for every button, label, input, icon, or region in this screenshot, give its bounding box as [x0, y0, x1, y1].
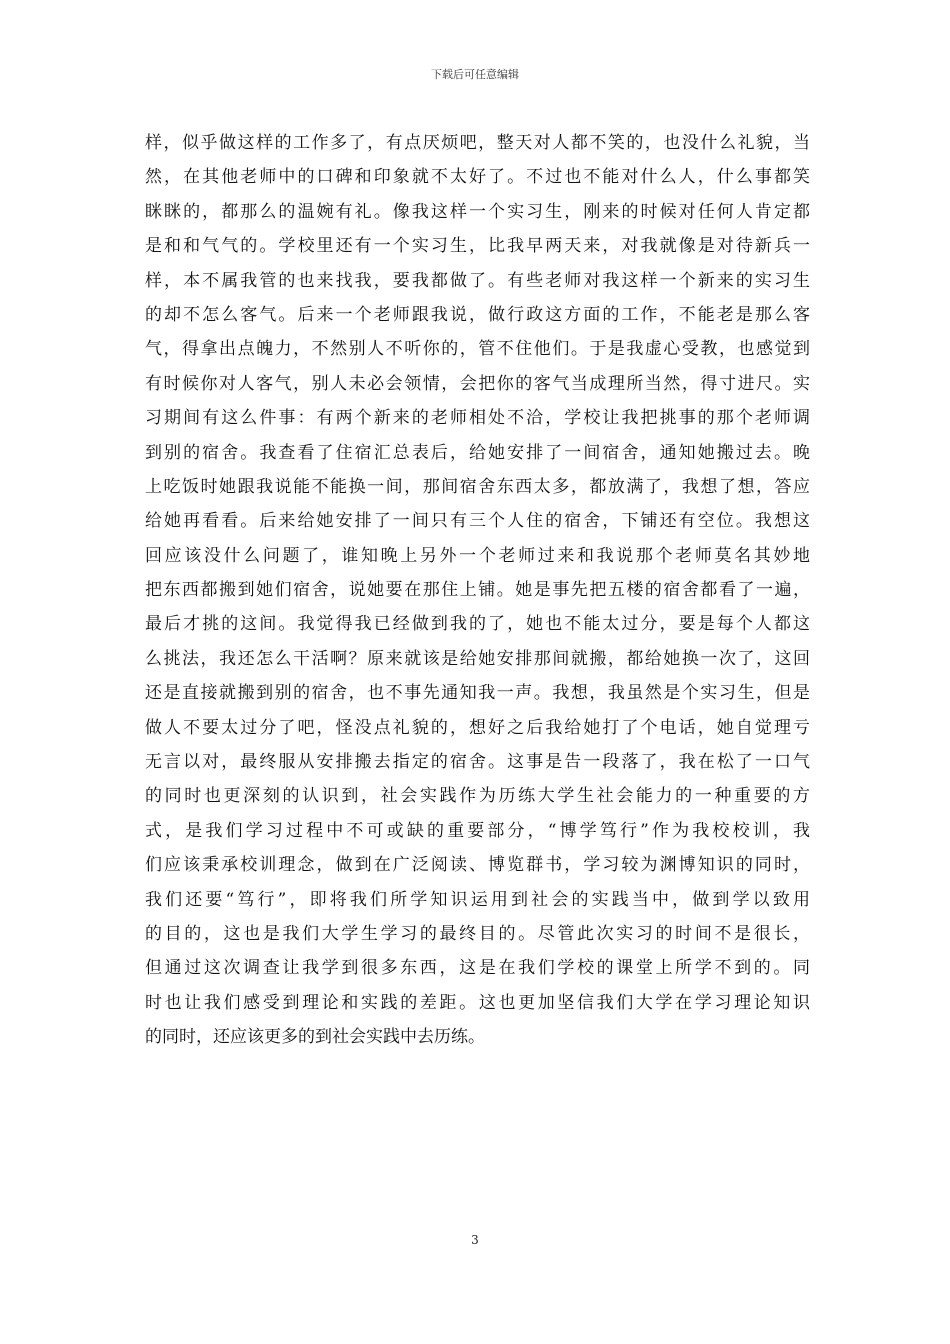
text-line: 最后才挑的这间。我觉得我已经做到我的了，她也不能太过分，要是每个人都这 — [145, 614, 810, 635]
text-line: 到别的宿舍。我查看了住宿汇总表后，给她安排了一间宿舍，通知她搬过去。晚 — [145, 442, 810, 463]
text-line: 的目的，这也是我们大学生学习的最终目的。尽管此次实习的时间不是很长， — [145, 923, 810, 944]
text-line: 有时候你对人客气，别人未必会领情，会把你的客气当成理所当然，得寸进尺。实 — [145, 373, 810, 394]
text-line: 眯眯的，都那么的温婉有礼。像我这样一个实习生，刚来的时候对任何人肯定都 — [145, 201, 810, 222]
text-line: 然，在其他老师中的口碑和印象就不太好了。不过也不能对什么人，什么事都笑 — [145, 167, 810, 188]
text-line: 的同时也更深刻的认识到，社会实践作为历练大学生社会能力的一种重要的方 — [145, 786, 810, 807]
page-header: 下载后可任意编辑 — [431, 68, 519, 81]
text-line: 么挑法，我还怎么干活啊？原来就该是给她安排那间就搬，都给她换一次了，这回 — [145, 648, 810, 669]
text-line: 样，本不属我管的也来找我，要我都做了。有些老师对我这样一个新来的实习生 — [145, 270, 810, 291]
text-line: 的却不怎么客气。后来一个老师跟我说，做行政这方面的工作，不能老是那么客 — [145, 304, 810, 325]
text-line: 们应该秉承校训理念，做到在广泛阅读、博览群书，学习较为渊博知识的同时， — [145, 855, 810, 876]
text-line: 把东西都搬到她们宿舍，说她要在那住上铺。她是事先把五楼的宿舍都看了一遍， — [145, 580, 810, 601]
text-line: 上吃饭时她跟我说能不能换一间，那间宿舍东西太多，都放满了，我想了想，答应 — [145, 476, 810, 497]
text-line: 还是直接就搬到别的宿舍，也不事先通知我一声。我想，我虽然是个实习生，但是 — [145, 683, 810, 704]
text-line: 无言以对，最终服从安排搬去指定的宿舍。这事是告一段落了，我在松了一口气 — [145, 752, 810, 773]
page-number: 3 — [471, 1233, 479, 1247]
text-line: 回应该没什么问题了，谁知晚上另外一个老师过来和我说那个老师莫名其妙地 — [145, 545, 810, 566]
text-line-last: 的同时，还应该更多的到社会实践中去历练。 — [145, 1027, 485, 1048]
text-line: 但通过这次调查让我学到很多东西，这是在我们学校的课堂上所学不到的。同 — [145, 958, 810, 979]
text-line: 给她再看看。后来给她安排了一间只有三个人住的宿舍，下铺还有空位。我想这 — [145, 511, 810, 532]
text-line: 气，得拿出点魄力，不然别人不听你的，管不住他们。于是我虚心受教，也感觉到 — [145, 339, 810, 360]
text-line: 习期间有这么件事：有两个新来的老师相处不洽，学校让我把挑事的那个老师调 — [145, 408, 810, 429]
text-line: 式，是我们学习过程中不可或缺的重要部分，“博学笃行”作为我校校训，我 — [145, 820, 810, 841]
text-line: 是和和气气的。学校里还有一个实习生，比我早两天来，对我就像是对待新兵一 — [145, 236, 810, 257]
body-text — [145, 126, 810, 1055]
text-line: 样，似乎做这样的工作多了，有点厌烦吧，整天对人都不笑的，也没什么礼貌，当 — [145, 133, 810, 153]
text-line: 时也让我们感受到理论和实践的差距。这也更加坚信我们大学在学习理论知识 — [145, 992, 810, 1013]
text-line: 我们还要“笃行”，即将我们所学知识运用到社会的实践当中，做到学以致用 — [145, 889, 810, 910]
text-line: 做人不要太过分了吧，怪没点礼貌的，想好之后我给她打了个电话，她自觉理亏 — [145, 717, 810, 738]
